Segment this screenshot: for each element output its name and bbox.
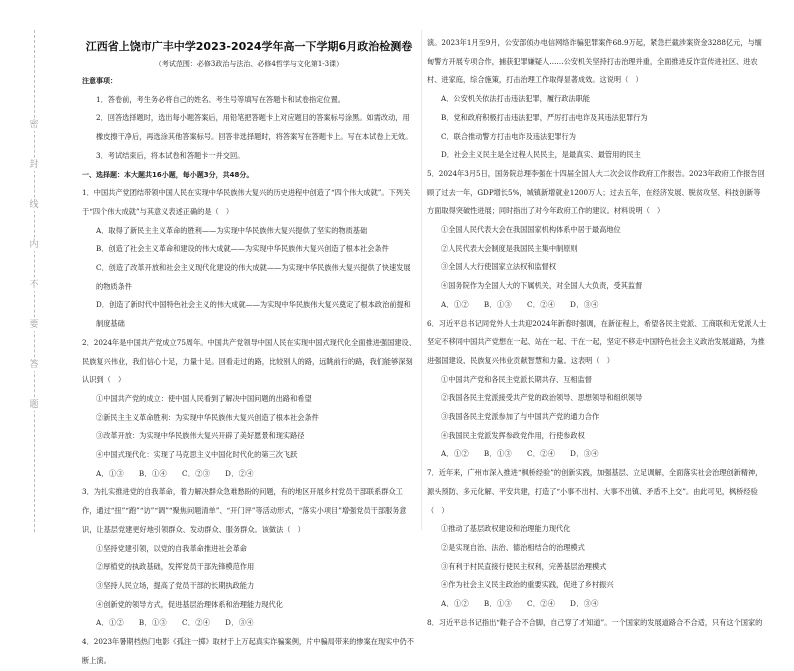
question-option: ③改革开放：为实现中华民族伟大复兴开辟了美好愿景和现实路径 [96,431,305,441]
answer-choices: A．①② B．①③ C．②④ D．③④ [96,618,254,628]
question-stem: 2．2024年是中国共产党成立75周年。中国共产党领导中国人民在实现中国式现代化全面推进强国建设、民族复兴伟业，我们信心十足，力量十足。回看走过的路，比较别人的路，远眺前行的路，我们能够深刻认识到（ ） [82,337,416,385]
seal-word: 要 [29,320,39,330]
question-option: ③有利于村民直接行使民主权利，完善基层治理模式 [441,561,607,571]
seal-word: 内 [29,240,39,250]
question-option: ①中国共产党和各民主党派长期共存、互相监督 [441,374,592,384]
notice-item: 2．回答选择题时，选出每小题答案后，用铅笔把答题卡上对应题目的答案标号涂黑。如需改动，用橡皮擦干净后，再选涂其他答案标号。回答非选择题时，将答案写在答题卡上。写在本试卷上无效。 [96,113,413,142]
question-option: A．取得了新民主主义革命的胜利——为实现中华民族伟大复兴提供了坚实的物质基础 [96,225,368,235]
question-option: ②人民代表大会制度是我国民主集中制原则 [441,243,578,253]
question-stem: 5．2024年3月5日，国务院总理李强在十四届全国人大二次会议作政府工作报告。2023年政府工作报告回顾了过去一年，GDP增长5%，城镇新增就业1200万人；过去五年，在经济发展、脱贫攻坚、科技创新等方面取得突破性进展；同时指出了对今年政府工作的建议。材料说明（ ） [427,168,765,216]
question-option: C．创造了改革开放和社会主义现代化建设的伟大成就——为实现中华民族伟大复兴提供了快速发展的物质条件 [96,263,411,291]
question-option: ①中国共产党的成立：使中国人民看到了解决中国问题的出路和希望 [96,393,312,403]
column-divider [421,30,422,530]
question-stem: 7．近年来，广州市深入推进“枫桥经验”的创新实践，加强基层、立足调解，全面落实社会治理创新精神，源头预防、多元化解、平安共建，打造了“小事不出村、大事不出镇、矛盾不上交”。由此可见，枫桥经验（ ） [427,468,763,515]
question-option: ①坚持党建引领，以党的自我革命推进社会革命 [96,543,247,553]
question-stem: 3．为扎实推进党的自我革命，着力解决群众急难愁盼的问题，有的地区开展乡村党员干部联系群众工作，通过“扭”“跑”“访”“调”“聚焦问题清单”、“开门评”等活动形式，“落实小项目”增强党员干部服务意识，让基层党建更好地引领群众、发动群众、服务群众。该做法（ ） [82,487,407,534]
question-option: ①推动了基层政权建设和治理能力现代化 [441,524,571,534]
right-column [427,34,767,633]
section-heading: 一、选择题：本大题共16小题，每小题3分，共48分。 [82,170,254,179]
question-stem: 6．习近平总书记同党外人士共迎2024年新春时强调，在新征程上，希望各民主党派、工商联和无党派人士坚定不移同中国共产党想在一起、站在一起、干在一起，坚定不移走中国特色社会主义政治发展道路，为推进强国建设、民族复兴伟业贡献智慧和力量。这表明（ ） [427,318,767,365]
question-stem: 4．2023年暑期档热门电影《孤注一掷》取材于上万起真实诈骗案例，片中骗局带来的惨案在现实中仍不断上演。 [82,637,414,665]
seal-word: 答 [29,360,39,370]
question-option: ④我国民主党派发挥参政党作用，行使参政权 [441,430,585,440]
question-option: ④作为社会主义民主政治的重要实践，促进了乡村振兴 [441,580,614,590]
seal-word: 题 [29,400,39,410]
question-option: C．联合推动警方打击电诈及违法犯罪行为 [441,131,576,141]
notice-item: 1．答卷前，考生务必将自己的姓名、考生号等填写在答题卡和试卷指定位置。 [96,94,345,104]
left-column [82,38,416,671]
question-option: ②我国各民主党派接受共产党的政治领导、思想领导和组织领导 [441,393,643,403]
question-continuation: 演。2023年1月至9月，公安部侦办电信网络诈骗犯罪案件68.9万起，紧急拦截涉案资金3288亿元，与缅甸警方开展专项合作，捕获犯罪嫌疑人……公安机关坚持打击治理并重，全面推进反诈宣传进社区、进农村、进家庭，综合施策，打击治理工作取得显著成效。这说明（ ） [427,38,762,85]
question-option: ④中国式现代化：实现了马克思主义中国化时代化的第三次飞跃 [96,450,298,460]
question-option: B．党和政府积极打击违法犯罪，严厉打击电诈及其违法犯罪行为 [441,112,648,122]
question-option: D．创造了新时代中国特色社会主义的伟大成就——为实现中华民族伟大复兴奠定了根本政治前提和制度基础 [96,300,411,329]
answer-choices: A．①② B．①③ C．②④ D．③④ [441,299,599,309]
answer-choices: A．①③ B．①④ C．②③ D．②④ [96,468,254,478]
question-option: ③我国各民主党派参加了与中国共产党的通力合作 [441,412,600,422]
question-option: ②是实现自治、法治、德治相结合的治理模式 [441,542,585,552]
binding-strip [4,0,64,562]
exam-title: 江西省上饶市广丰中学2023-2024学年高一下学期6月政治检测卷 [85,40,413,53]
answer-choices: A．①② B．①③ C．②④ D．③④ [441,449,599,459]
question-option: ③全国人大行使国家立法权和监督权 [441,262,557,272]
notice-heading: 注意事项： [82,77,117,85]
seal-word: 线 [29,200,39,210]
seal-word: 不 [29,280,39,290]
exam-scope: （考试范围：必修3政治与法治、必修4哲学与文化第1-3课） [154,60,344,68]
question-option: ④创新党的领导方式，促进基层治理体系和治理能力现代化 [96,599,283,609]
answer-choices: A．①② B．①③ C．②④ D．③④ [441,599,599,609]
seal-word: 封 [29,160,39,170]
question-stem: 1．中国共产党团结带领中国人民在实现中华民族伟大复兴的历史进程中创造了“四个伟大成就”。下列关于“四个伟大成就”与其意义表述正确的是（ ） [82,188,411,216]
question-option: B．创造了社会主义革命和建设的伟大成就——为实现中华民族伟大复兴创造了根本社会条件 [96,244,389,254]
question-option: ③坚持人民立场，提高了党员干部的长期执政能力 [96,580,255,590]
notice-item: 3．考试结束后，将本试卷和答题卡一并交回。 [96,150,245,160]
question-option: D．社会主义民主是全过程人民民主，是最真实、最管用的民主 [441,150,641,160]
question-option: ②新民主主义革命胜利：为实现中华民族伟大复兴创造了根本社会条件 [96,412,319,422]
question-stem: 8．习近平总书记指出“鞋子合不合脚，自己穿了才知道”。一个国家的发展道路合不合适，只有这个国家的 [427,617,763,627]
question-option: ④国务院作为全国人大的下属机关，对全国人大负责，受其监督 [441,281,643,291]
question-option: A．公安机关依法打击违法犯罪，履行政法职能 [441,94,590,104]
question-option: ①全国人民代表大会在我国国家机构体系中居于最高地位 [441,225,621,235]
seal-word: 密 [29,120,39,130]
question-option: ②厚植党的执政基础，发挥党员干部先锋模范作用 [96,562,255,572]
